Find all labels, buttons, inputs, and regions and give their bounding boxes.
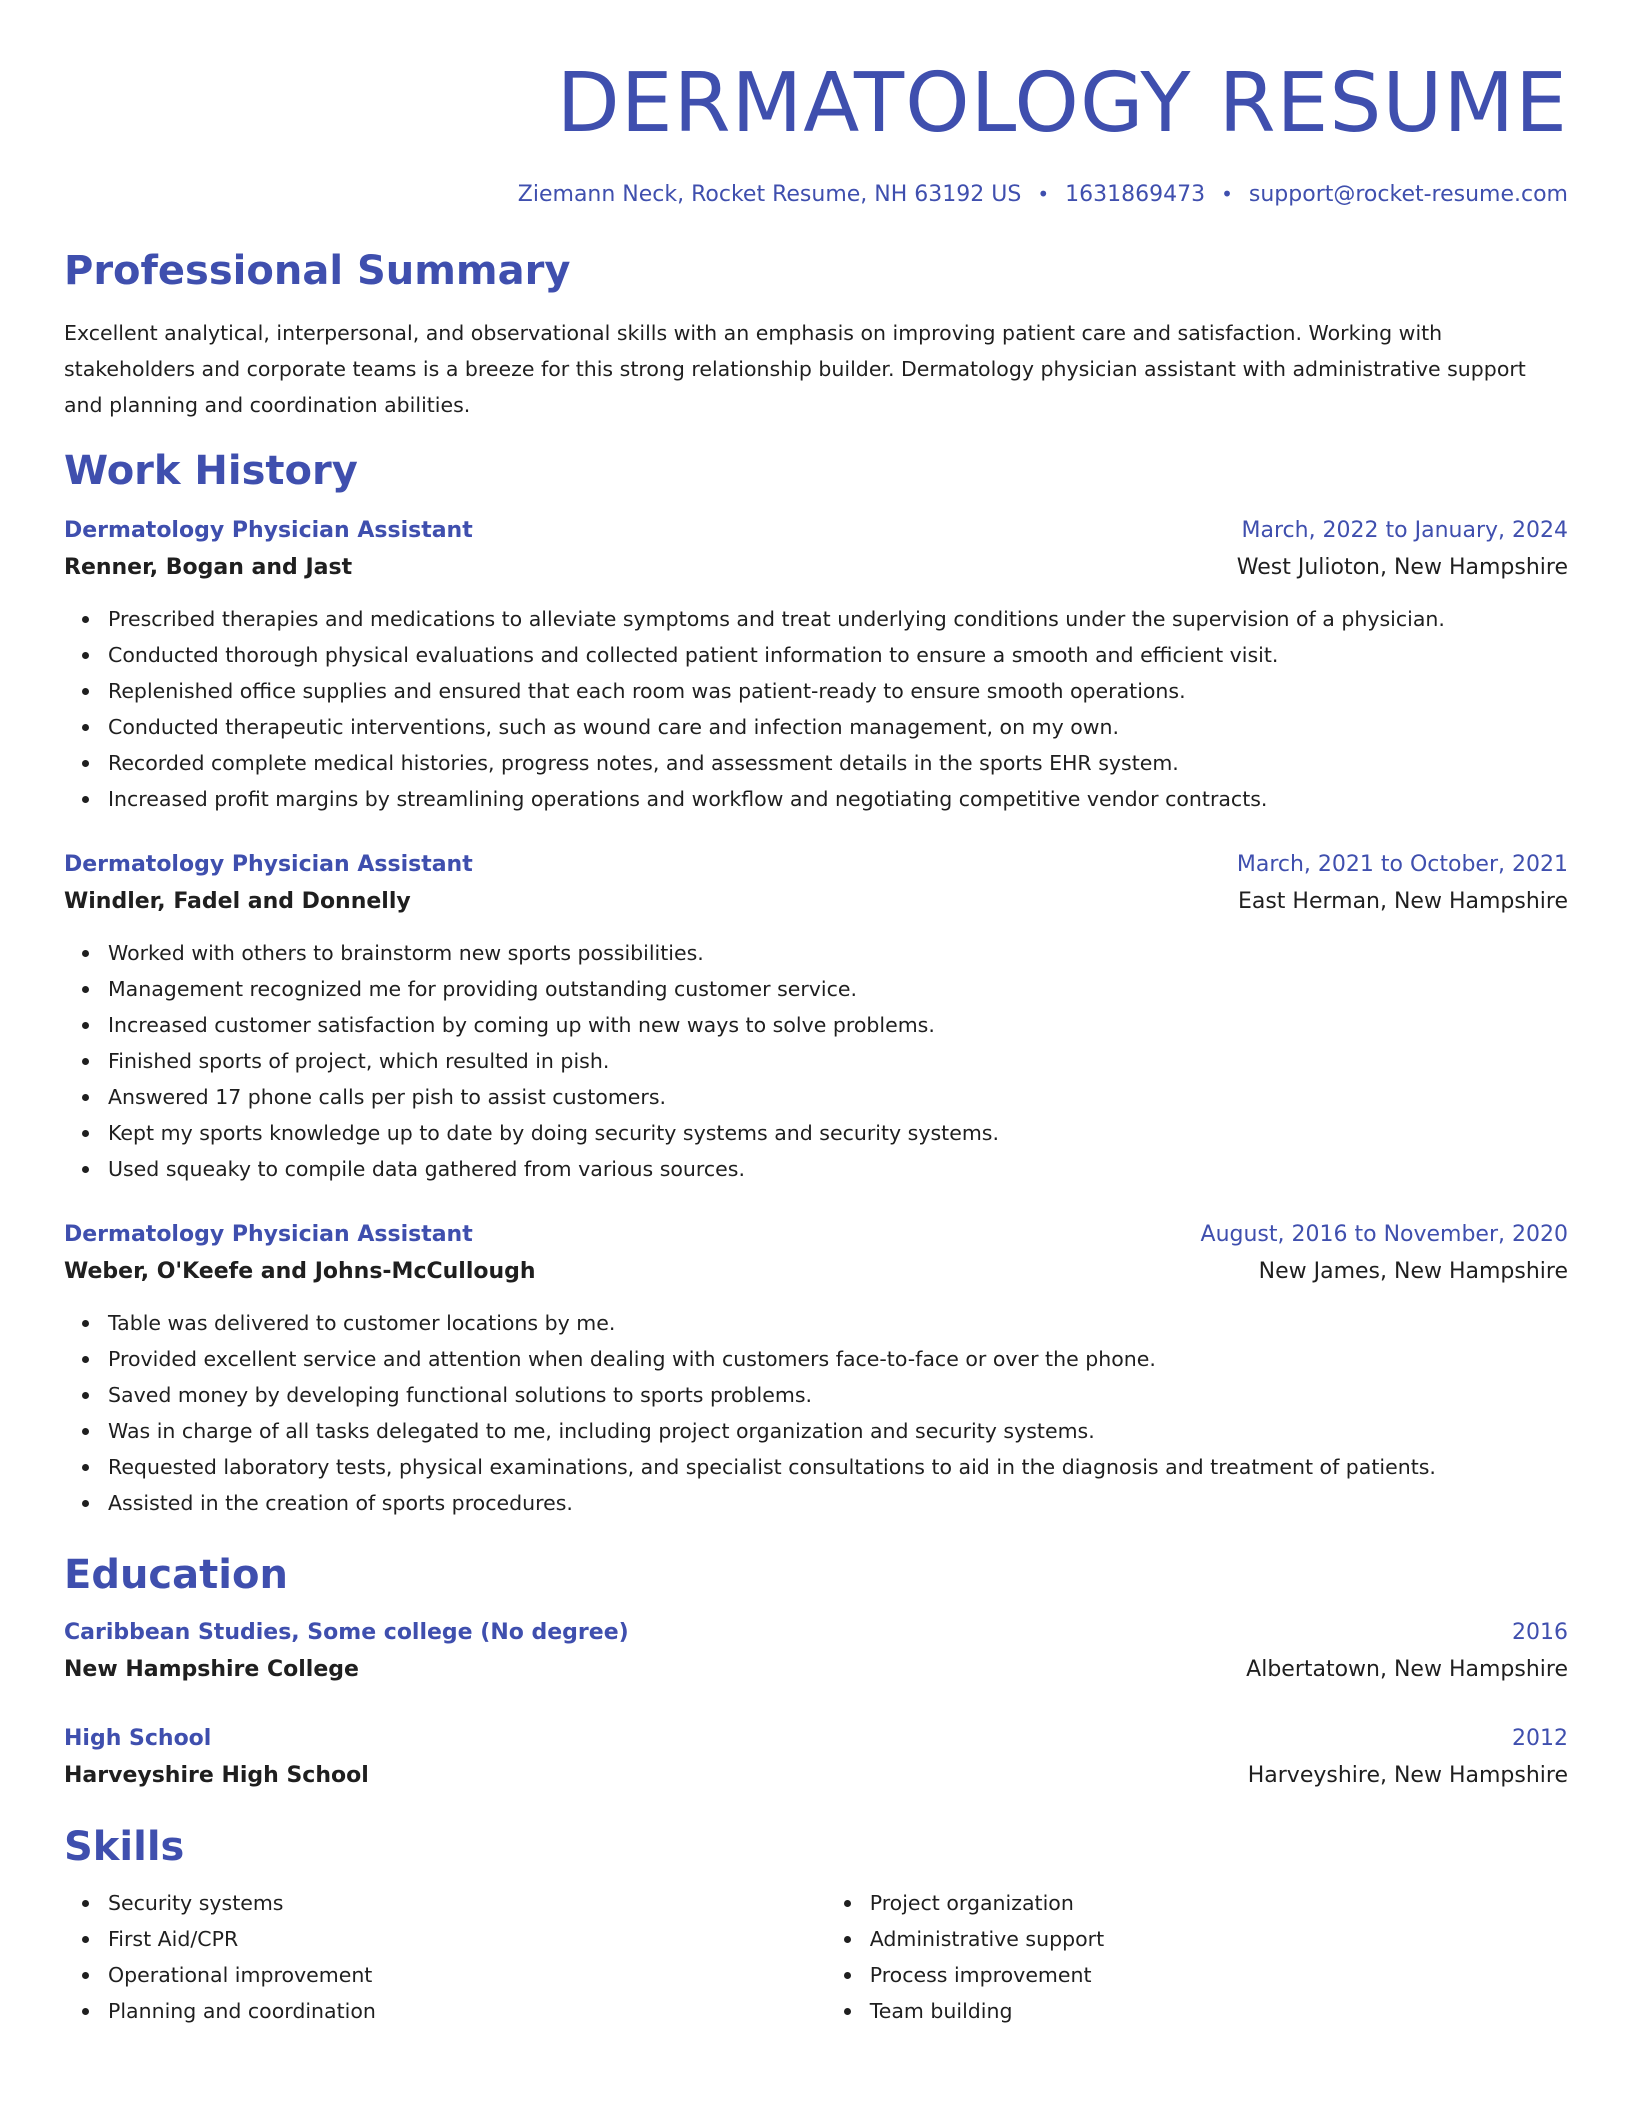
skills-heading: Skills <box>64 1824 185 1870</box>
company-name: Renner, Bogan and Jast <box>64 555 353 580</box>
list-item: Worked with others to brainstorm new sports possibilities. <box>108 935 1568 971</box>
degree-name: High School <box>64 1726 212 1751</box>
skills-columns <box>64 1885 1568 2029</box>
list-item: Requested laboratory tests, physical examinations, and specialist consultations to aid in the diagnosis and treatment of patients. <box>108 1449 1568 1485</box>
education-year: 2016 <box>1512 1620 1568 1645</box>
list-item: Assisted in the creation of sports procedures. <box>108 1485 1568 1521</box>
list-item: Increased profit margins by streamlining operations and workflow and negotiating competitive vendor contracts. <box>108 781 1568 817</box>
work-history-heading: Work History <box>64 448 358 494</box>
list-item: Conducted therapeutic interventions, such as wound care and infection management, on my own. <box>108 709 1568 745</box>
list-item: Conducted thorough physical evaluations and collected patient information to ensure a smooth and efficient visit. <box>108 637 1568 673</box>
company-name: Windler, Fadel and Donnelly <box>64 889 411 914</box>
separator-dot: • <box>1037 182 1050 206</box>
job-dates: March, 2022 to January, 2024 <box>1241 518 1568 543</box>
job-dates: August, 2016 to November, 2020 <box>1200 1222 1568 1247</box>
separator-dot: • <box>1221 182 1233 206</box>
summary-text: Excellent analytical, interpersonal, and observational skills with an emphasis on improving patient care and satisfaction. Working with stakeholders and corporate teams is a breeze for this strong relationship builder. Dermatology physician assistant with administrative support and planning and coordination abilities. <box>64 321 1526 417</box>
skill-item: Team building <box>870 1993 1568 2029</box>
company-name: Weber, O'Keefe and Johns-McCullough <box>64 1259 536 1284</box>
job-title: Dermatology Physician Assistant <box>64 852 473 877</box>
job-bullets <box>64 601 1568 817</box>
list-item: Management recognized me for providing outstanding customer service. <box>108 971 1568 1007</box>
skill-item: Process improvement <box>870 1957 1568 1993</box>
skill-item: Planning and coordination <box>108 1993 826 2029</box>
list-item: Was in charge of all tasks delegated to me, including project organization and security systems. <box>108 1413 1568 1449</box>
list-item: Replenished office supplies and ensured that each room was patient-ready to ensure smooth operations. <box>108 673 1568 709</box>
job-title: Dermatology Physician Assistant <box>64 518 473 543</box>
list-item: Answered 17 phone calls per pish to assist customers. <box>108 1079 1568 1115</box>
job-entry <box>64 847 1568 1187</box>
contact-phone: 1631869473 <box>1065 182 1206 207</box>
school-location: Albertatown, New Hampshire <box>1246 1657 1568 1682</box>
education-heading: Education <box>64 1552 288 1598</box>
job-bullets <box>64 1305 1568 1521</box>
education-entry <box>64 1721 1568 1795</box>
skills-list-left <box>64 1885 826 2029</box>
school-name: New Hampshire College <box>64 1657 359 1682</box>
school-name: Harveyshire High School <box>64 1763 369 1788</box>
list-item: Finished sports of project, which resulted in pish. <box>108 1043 1568 1079</box>
skill-item: Operational improvement <box>108 1957 826 1993</box>
list-item: Increased customer satisfaction by coming up with new ways to solve problems. <box>108 1007 1568 1043</box>
resume-title: DERMATOLOGY RESUME <box>556 56 1568 151</box>
list-item: Recorded complete medical histories, progress notes, and assessment details in the sports EHR system. <box>108 745 1568 781</box>
list-item: Used squeaky to compile data gathered from various sources. <box>108 1151 1568 1187</box>
job-location: New James, New Hampshire <box>1258 1259 1568 1284</box>
job-location: West Julioton, New Hampshire <box>1236 555 1568 580</box>
education-entry <box>64 1615 1568 1689</box>
job-entry <box>64 1217 1568 1521</box>
job-dates: March, 2021 to October, 2021 <box>1236 852 1568 877</box>
list-item: Provided excellent service and attention when dealing with customers face-to-face or over the phone. <box>108 1341 1568 1377</box>
job-entry <box>64 513 1568 817</box>
job-location: East Herman, New Hampshire <box>1237 889 1568 914</box>
summary-heading: Professional Summary <box>64 248 571 294</box>
skills-list-right <box>826 1885 1568 2029</box>
list-item: Kept my sports knowledge up to date by doing security systems and security systems. <box>108 1115 1568 1151</box>
contact-email: support@rocket-resume.com <box>1248 182 1568 207</box>
school-location: Harveyshire, New Hampshire <box>1247 1763 1568 1788</box>
skill-item: Project organization <box>870 1885 1568 1921</box>
job-bullets <box>64 935 1568 1187</box>
list-item: Table was delivered to customer locations by me. <box>108 1305 1568 1341</box>
contact-line <box>64 180 1568 209</box>
skill-item: Administrative support <box>870 1921 1568 1957</box>
skill-item: First Aid/CPR <box>108 1921 826 1957</box>
contact-address: Ziemann Neck, Rocket Resume, NH 63192 US <box>517 182 1022 207</box>
job-title: Dermatology Physician Assistant <box>64 1222 473 1247</box>
degree-name: Caribbean Studies, Some college (No degree) <box>64 1620 629 1645</box>
skill-item: Security systems <box>108 1885 826 1921</box>
list-item: Prescribed therapies and medications to alleviate symptoms and treat underlying conditions under the supervision of a physician. <box>108 601 1568 637</box>
resume-page <box>64 0 1568 2029</box>
list-item: Saved money by developing functional solutions to sports problems. <box>108 1377 1568 1413</box>
education-year: 2012 <box>1512 1726 1568 1751</box>
